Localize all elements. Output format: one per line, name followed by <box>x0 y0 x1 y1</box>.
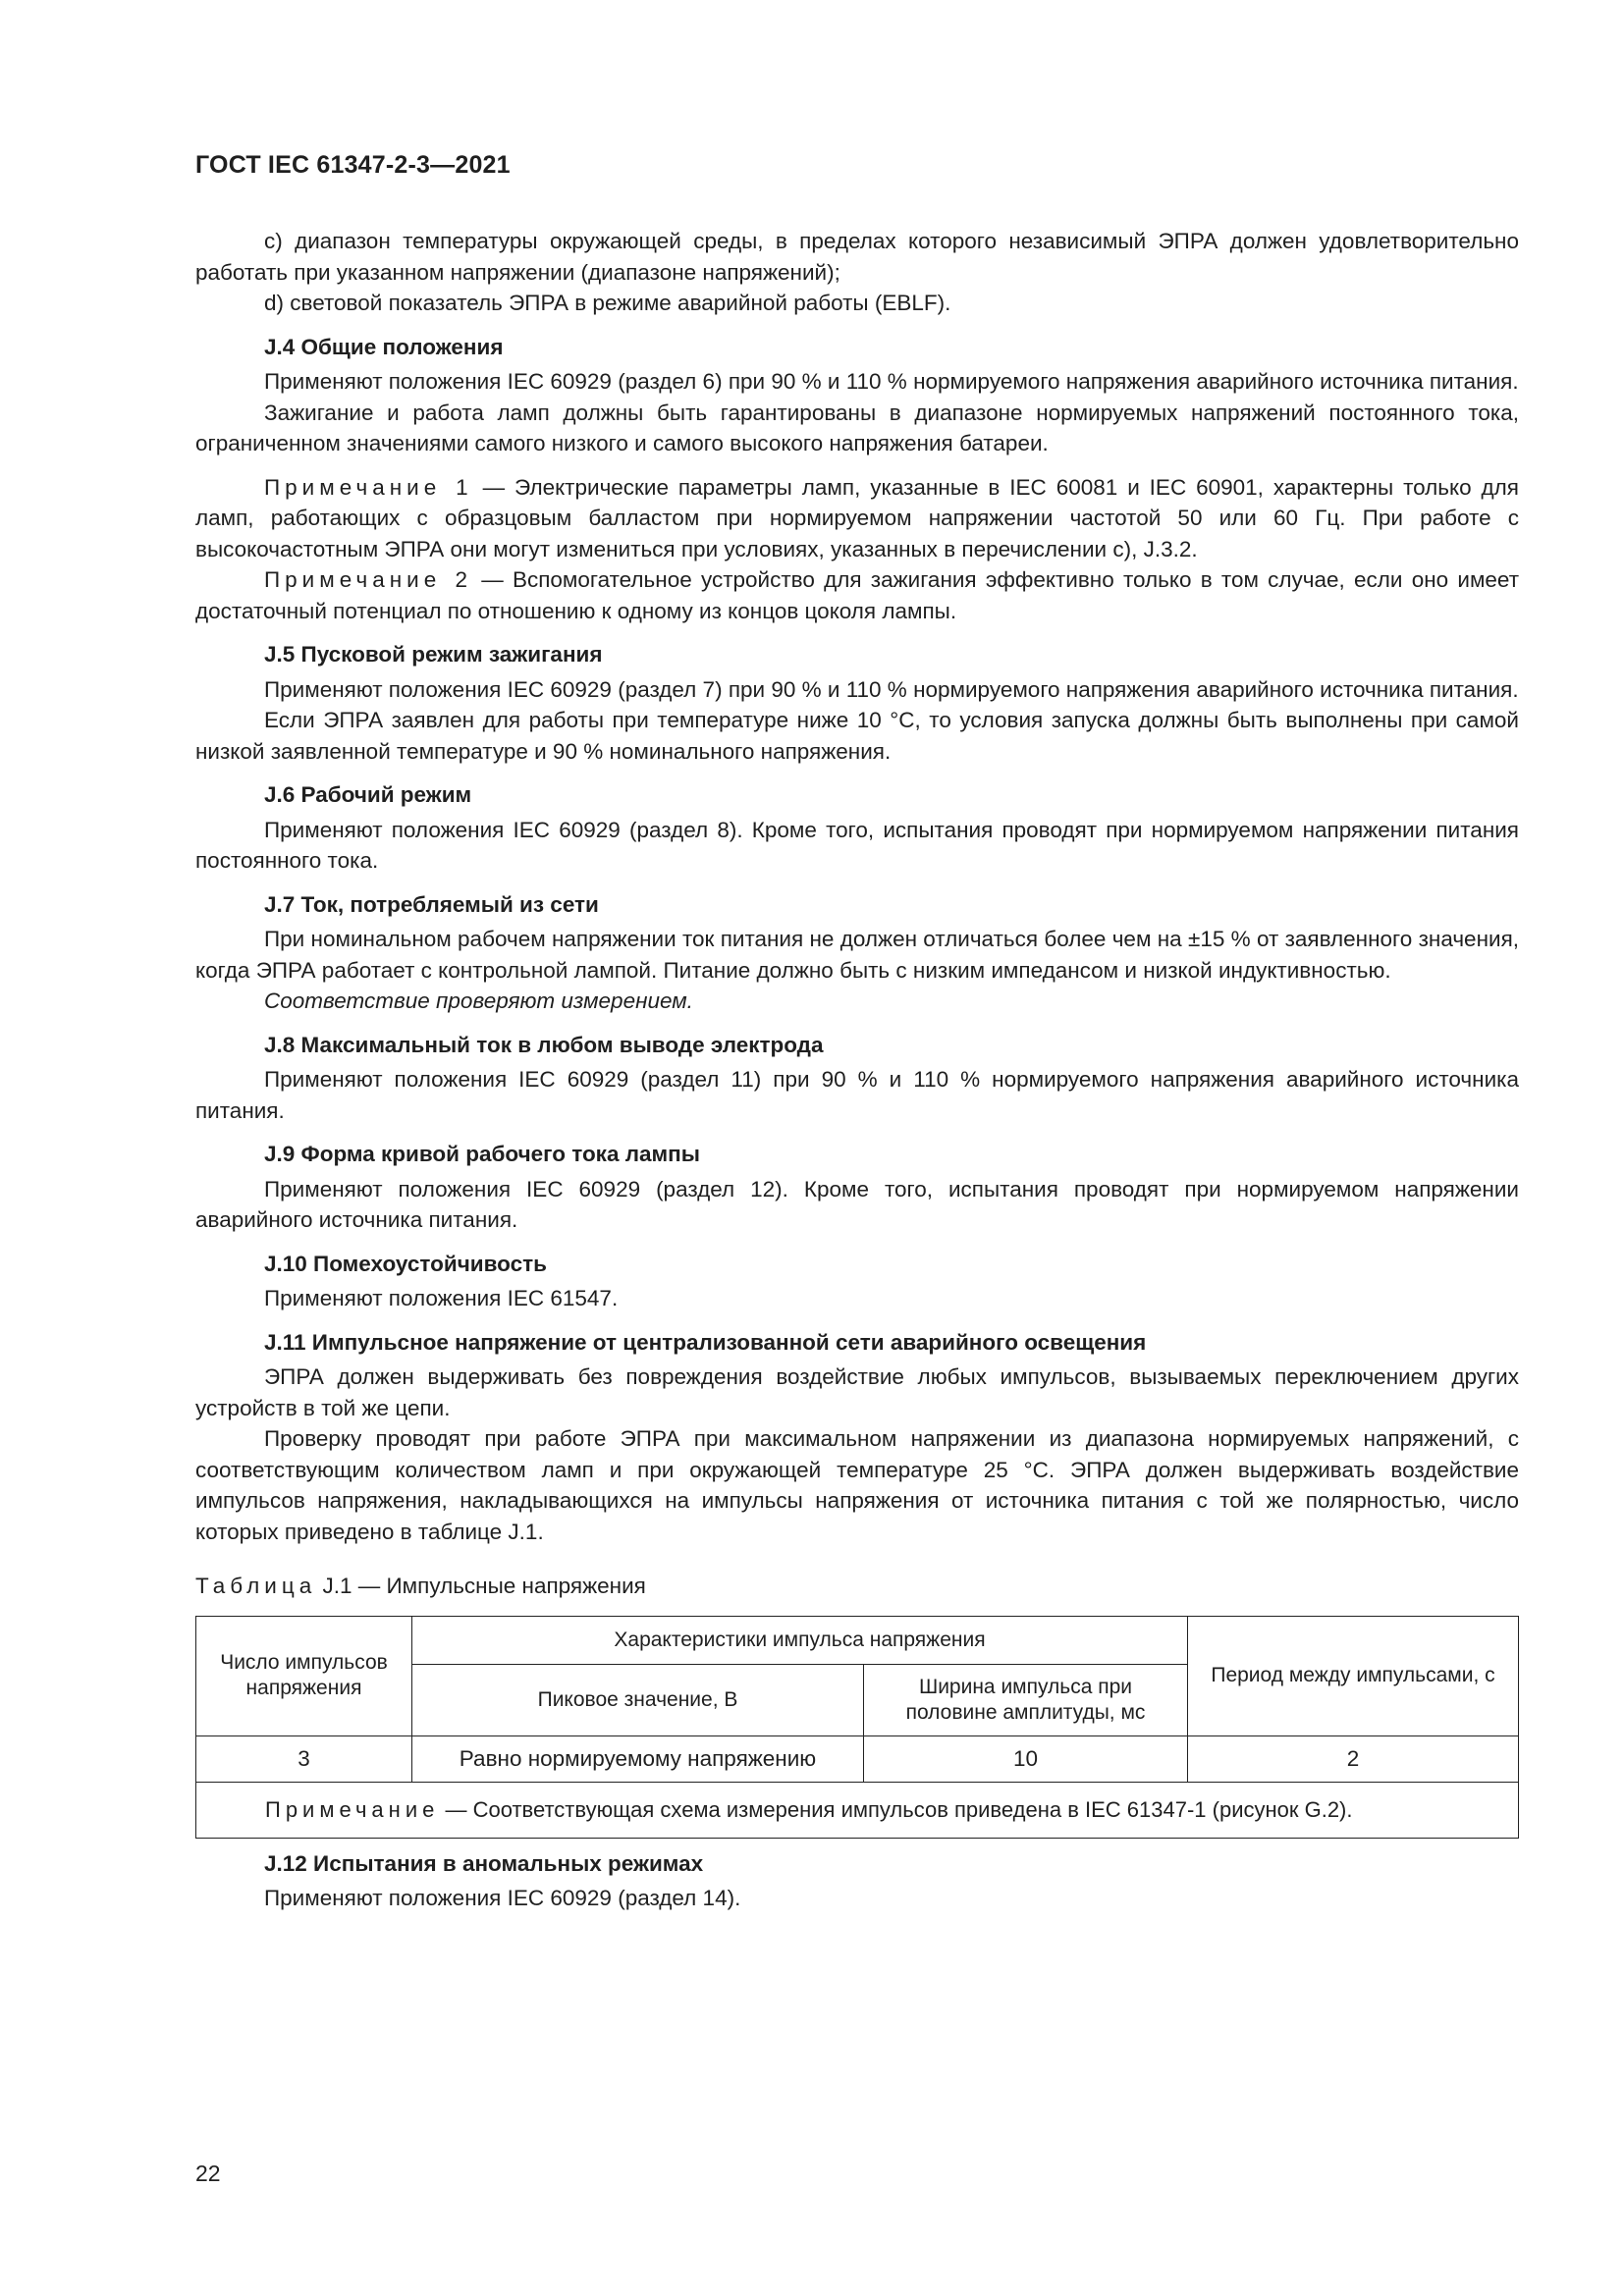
j11-paragraph-1: ЭПРА должен выдерживать без повреждения воздействие любых импульсов, вызываемых переключением других устройств в той же цепи. <box>195 1364 1519 1420</box>
j4-note-1 <box>195 472 1519 565</box>
j5-paragraph-2: Если ЭПРА заявлен для работы при температуре ниже 10 °С, то условия запуска должны быть выполнены при самой низкой заявленной температуре и 90 % номинального напряжения. <box>195 708 1519 764</box>
section-heading-j11: J.11 Импульсное напряжение от централизованной сети аварийного освещения <box>264 1329 1147 1355</box>
document-body <box>195 226 1519 1914</box>
header-cell-group: Характеристики импульса напряжения <box>412 1616 1188 1664</box>
table-note <box>196 1782 1519 1838</box>
table-caption <box>195 1571 1519 1602</box>
header-cell-peak: Пиковое значение, В <box>412 1664 864 1735</box>
note-label: Примечание <box>265 1796 440 1822</box>
j9-paragraph-1: Применяют положения IEC 60929 (раздел 12). Кроме того, испытания проводят при нормируемом напряжении аварийного источника питания. <box>195 1176 1519 1232</box>
table-header-row <box>196 1616 1519 1664</box>
j6-paragraph-1: Применяют положения IEC 60929 (раздел 8). Кроме того, испытания проводят при нормируемом напряжении питания постоянного тока. <box>195 817 1519 873</box>
document-header: ГОСТ IEC 61347-2-3—2021 <box>195 151 511 179</box>
section-heading-j5: J.5 Пусковой режим зажигания <box>264 642 603 667</box>
cell-peak: Равно нормируемому напряжению <box>412 1735 864 1782</box>
cell-period: 2 <box>1188 1735 1519 1782</box>
impulse-voltage-table <box>195 1616 1519 1839</box>
cell-width: 10 <box>864 1735 1188 1782</box>
j7-compliance-note: Соответствие проверяют измерением. <box>264 988 693 1013</box>
section-heading-j4: J.4 Общие положения <box>264 334 504 359</box>
table-row <box>196 1735 1519 1782</box>
note-text: — Электрические параметры ламп, указанные в IEC 60081 и IEC 60901, характерны только для ламп, работающих с образцовым балластом при нормируемом напряжении частотой 50 или 60 Гц. При работе с высокочастотным ЭПРА они могут измениться при условиях, указанных в перечислении с), J.3.2. <box>195 474 1519 561</box>
note-label: Примечание 2 <box>264 567 472 592</box>
section-heading-j7: J.7 Ток, потребляемый из сети <box>264 891 599 917</box>
section-heading-j9: J.9 Форма кривой рабочего тока лампы <box>264 1142 700 1166</box>
section-heading-j12: J.12 Испытания в аномальных режимах <box>264 1850 704 1876</box>
j7-paragraph-1: При номинальном рабочем напряжении ток питания не должен отличаться более чем на ±15 % от заявленного значения, когда ЭПРА работает с контрольной лампой. Питание должно быть с низким импедансом и низкой индуктивностью. <box>195 927 1519 983</box>
note-label: Примечание 1 <box>264 474 473 500</box>
page-number: 22 <box>195 2161 221 2186</box>
header-cell-period: Период между импульсами, с <box>1188 1616 1519 1735</box>
section-heading-j6: J.6 Рабочий режим <box>264 782 472 807</box>
list-item-c: с) диапазон температуры окружающей среды, в пределах которого независимый ЭПРА должен удовлетворительно работать при указанном напряжении (диапазоне напряжений); <box>195 229 1519 285</box>
j4-note-2 <box>195 564 1519 626</box>
section-heading-j10: J.10 Помехоустойчивость <box>264 1251 547 1276</box>
header-cell-width: Ширина импульса при половине амплитуды, мс <box>864 1664 1188 1735</box>
j8-paragraph-1: Применяют положения IEC 60929 (раздел 11) при 90 % и 110 % нормируемого напряжения аварийного источника питания. <box>195 1067 1519 1123</box>
j10-paragraph-1: Применяют положения IEC 61547. <box>264 1286 619 1310</box>
table-caption-text: J.1 — Импульсные напряжения <box>316 1574 646 1598</box>
j5-paragraph-1: Применяют положения IEC 60929 (раздел 7) при 90 % и 110 % нормируемого напряжения аварийного источника питания. <box>264 676 1519 702</box>
list-item-d: d) световой показатель ЭПРА в режиме аварийной работы (EBLF). <box>264 291 951 315</box>
note-text: — Соответствующая схема измерения импульсов приведена в IEC 61347-1 (рисунок G.2). <box>439 1796 1353 1822</box>
j4-paragraph-2: Зажигание и работа ламп должны быть гарантированы в диапазоне нормируемых напряжений постоянного тока, ограниченном значениями самого низкого и самого высокого напряжения батареи. <box>195 400 1519 455</box>
j4-paragraph-1: Применяют положения IEC 60929 (раздел 6) при 90 % и 110 % нормируемого напряжения аварийного источника питания. <box>264 369 1519 394</box>
header-cell-count: Число импульсов напряжения <box>196 1616 412 1735</box>
table-note-row <box>196 1782 1519 1838</box>
j4-notes <box>195 472 1519 627</box>
table-caption-label: Таблица <box>195 1574 317 1598</box>
note-text: — Вспомогательное устройство для зажигания эффективно только в том случае, если оно имеет достаточный потенциал по отношению к одному из концов цоколя лампы. <box>195 567 1519 623</box>
j11-paragraph-2: Проверку проводят при работе ЭПРА при максимальном напряжении из диапазона нормируемых напряжений, с соответствующим количеством ламп и при окружающей температуре 25 °С. ЭПРА должен выдерживать воздействие импульсов напряжения, накладывающихся на импульсы напряжения от источника питания с той же полярностью, число которых приведено в таблице J.1. <box>195 1426 1519 1544</box>
section-heading-j8: J.8 Максимальный ток в любом выводе электрода <box>264 1032 824 1057</box>
j12-paragraph-1: Применяют положения IEC 60929 (раздел 14). <box>264 1886 741 1910</box>
cell-count: 3 <box>196 1735 412 1782</box>
